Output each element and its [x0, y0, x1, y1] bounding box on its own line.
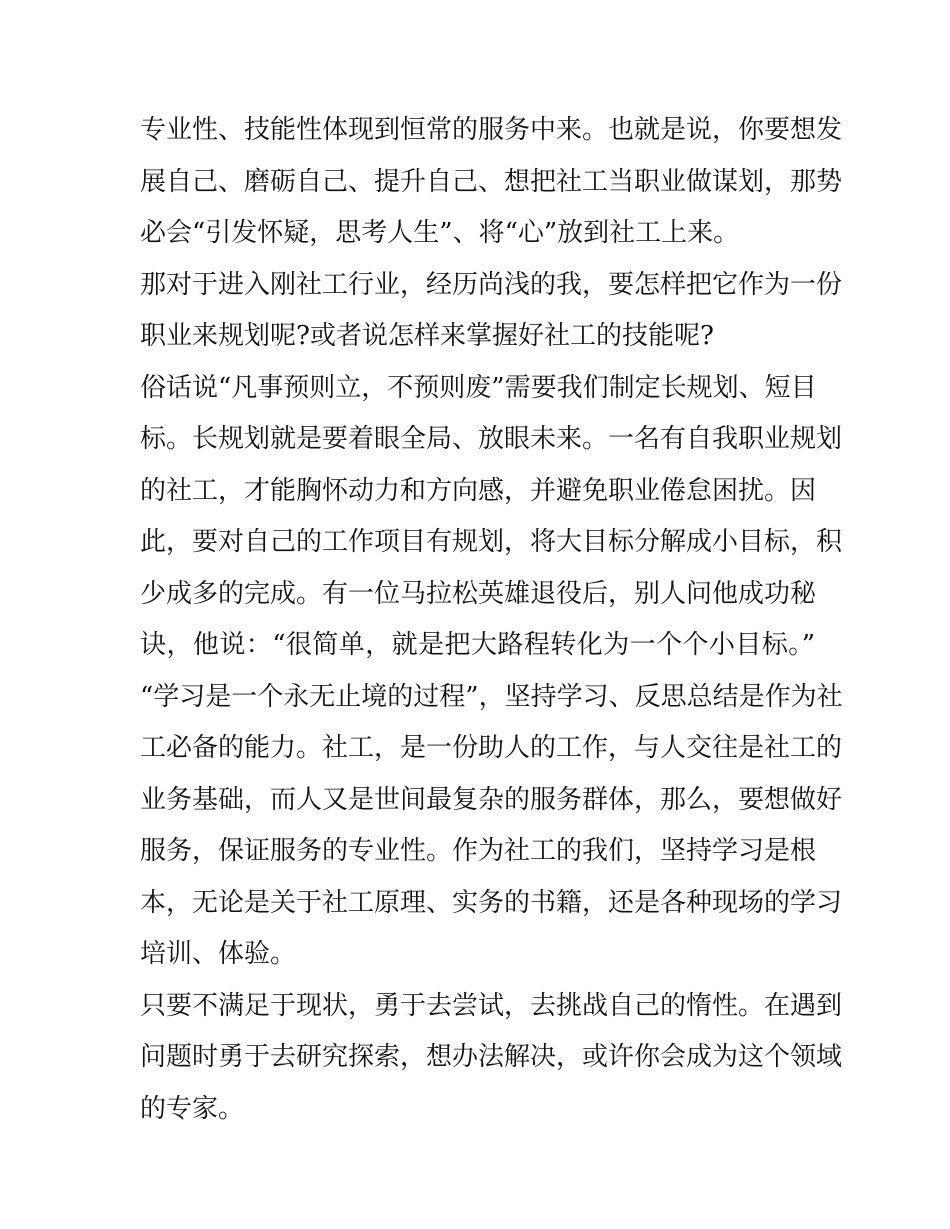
text-line: 问题时勇于去研究探索，想办法解决，或许你会成为这个领域: [140, 1042, 843, 1072]
text-line: 服务，保证服务的专业性。作为社工的我们，坚持学习是根: [140, 836, 817, 866]
text-line: 业务基础，而人又是世间最复杂的服务群体，那么，要想做好: [140, 784, 843, 815]
text-line: 诀，他说：“很简单，就是把大路程转化为一个个小目标。”: [140, 630, 815, 660]
text-line: 的专家。: [140, 1093, 245, 1124]
text-line: 职业来规划呢?或者说怎样来掌握好社工的技能呢?: [140, 321, 714, 351]
text-line: 必会“引发怀疑，思考人生”、将“心”放到社工上来。: [140, 218, 740, 248]
text-line: 少成多的完成。有一位马拉松英雄退役后，别人问他成功秘: [140, 578, 817, 609]
text-line: 此，要对自己的工作项目有规划，将大目标分解成小目标，积: [140, 527, 843, 557]
text-line: 那对于进入刚社工行业，经历尚浅的我，要怎样把它作为一份: [140, 269, 843, 300]
text-line: 俗话说“凡事预则立，不预则废”需要我们制定长规划、短目: [140, 372, 817, 403]
text-line: 培训、体验。: [140, 939, 297, 969]
document-body: [140, 105, 843, 1135]
text-line: 工必备的能力。社工，是一份助人的工作，与人交往是社工的: [140, 733, 843, 763]
text-line: 展自己、磨砺自己、提升自己、想把社工当职业做谋划，那势: [140, 166, 843, 197]
text-line: 专业性、技能性体现到恒常的服务中来。也就是说，你要想发: [140, 115, 843, 145]
text-line: 的社工，才能胸怀动力和方向感，并避免职业倦怠困扰。因: [140, 475, 817, 506]
text-line: “学习是一个永无止境的过程”，坚持学习、反思总结是作为社: [140, 681, 843, 712]
text-line: 本，无论是关于社工原理、实务的书籍，还是各种现场的学习: [140, 887, 843, 918]
text-line: 只要不满足于现状，勇于去尝试，去挑战自己的惰性。在遇到: [140, 990, 843, 1021]
text-line: 标。长规划就是要着眼全局、放眼未来。一名有自我职业规划: [140, 424, 843, 454]
